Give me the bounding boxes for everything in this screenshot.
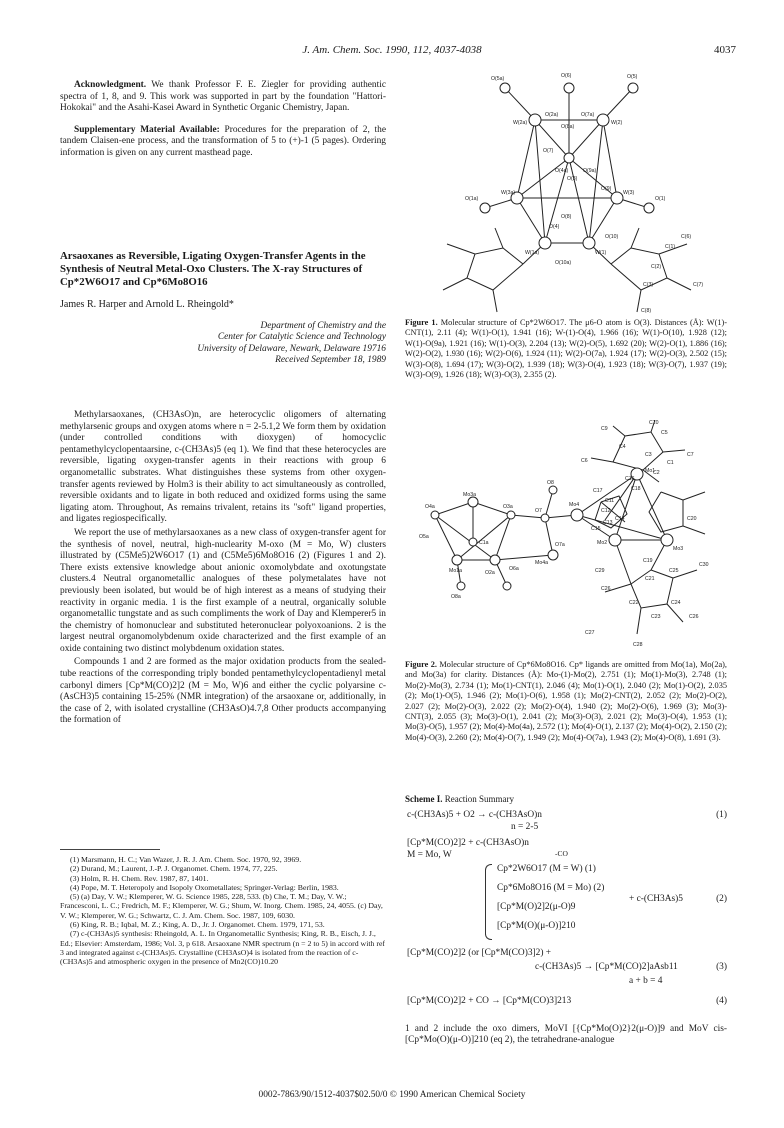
fig2-atom-label: C20 [687,516,697,522]
fig2-atom-label: C29 [595,568,605,574]
fig2-atom-label: C13 [603,520,613,526]
fig1-atom-label: O(8) [561,214,572,220]
fig2-atom-label: Mo1 [645,468,656,474]
page-footer: 0002-7863/90/1512-4037$02.50/0 © 1990 American Chemical Society [258,1090,526,1100]
fig1-atom-label: W(3) [623,190,635,196]
fig2-atom-label: C28 [633,642,643,648]
fig2-atom-label: Mo2 [597,540,608,546]
equation-2-product-2: Cp*6Mo8O16 (M = Mo) (2) [497,882,605,893]
fig2-atom-label: C7 [687,452,694,458]
article-head [60,250,386,367]
acknowledgment-block [60,80,386,160]
fig2-atom-label: O3a [503,504,513,510]
fig2-atom-label: C17 [593,488,603,494]
fig2-atom-label: C2 [653,470,660,476]
fig2-atom-label: Mo4a [535,560,548,566]
equation-3-line-3: a + b = 4 [629,975,663,986]
fig2-atom-label: C19 [643,558,653,564]
equation-3-line-1: [Cp*M(CO)2]2 (or [Cp*M(CO)3]2) + [407,947,552,958]
fig2-atom-label: Mo4 [569,502,580,508]
fig1-atom-label: W(2) [611,120,623,126]
fig1-atom-label: C(2) [651,264,662,270]
scheme-title: Reaction Summary [444,794,514,804]
fig2-atom-label: C22 [629,600,639,606]
fig1-atom-label: O(5) [627,74,638,80]
footnote-5: (5) (a) Day, V. W.; Klemperer, W. G. Science 1985, 228, 533. (b) Che, T. M.; Day, V. W.; Francesconi, L. C.; Fredrich, M. F.; Klemperer, W. G.; Shum, W. Inorg. Chem. 1985, 24, 4055. (c) Day, V. W.; Klemperer, W. G.; Schwartz, C. J. Am. Chem. Soc. 1987, 109, 6030. [60,892,383,920]
scheme-1 [405,794,727,1047]
fig2-atom-label: C12 [601,508,611,514]
equation-2-product-3: [Cp*M(O)2]2(μ-O)9 [497,901,576,912]
equation-2-brace [485,864,492,940]
fig2-atom-label: C11 [605,498,615,504]
fig1-atom-label: C(6) [681,234,692,240]
fig1-atom-label: O(9) [601,186,612,192]
body-paragraph-3: Compounds 1 and 2 are formed as the major oxidation products from the sealed-tube reactions of the corresponding triply bonded pentamethylcyclopentadienyl metal carbonyl dimers [Cp*M(CO)2]2 (M = Mo, W)6 and either the cyclic polyarsine c-(AsCH3)5 containing 15-25% (NMR integration) of the arsaoxane or, additionally, in the case of 2, with isolated crystalline (CH3AsO)4.7,8 Other products accompanying the formation of [60,657,386,726]
fig1-atom-label: O(7) [543,148,554,154]
fig1-atom-label: W(1a) [525,250,540,256]
affiliation-line-2: Center for Catalytic Science and Technology [217,332,386,343]
fig2-atom-label: C26 [601,586,611,592]
fig1-atom-label: C(8) [641,308,652,314]
body-paragraph-1: Methylarsaoxanes, (CH3AsO)n, are heterocyclic oligomers of alternating methylarsenic groups and oxygen atoms where n = 2-5.1,2 We form them by oxidation (under controlled conditions with dioxygen) of homocyclic pentamethylcyclopentaarsine, c-(CH3As)5 (eq 1). We find that these heterocycles are reversible, ligating oxygen-transfer agents in their reactions with group 6 organometallic substrates. What distinguishes these systems from other oxygen-transfer agents reviewed by Holm3 is their ability to act simultaneously as controlled, reversible oxidants and to ligate in both reduced and oxidized forms using the same ligating atom. Throughout, As remains trivalent, retains its "soft" ligand properties, and ligates regiospecifically. [60,410,386,525]
fig2-atom-label: Mo1a [449,568,462,574]
fig2-atom-label: C9 [601,426,608,432]
equation-1-subscript: n = 2-5 [511,821,539,832]
fig2-atom-label: C3 [645,452,652,458]
fig2-atom-label: O4a [425,504,435,510]
fig2-atom-label: C4 [619,444,626,450]
fig2-atom-label: O8 [547,480,554,486]
fig2-atom-label: C6 [581,458,588,464]
fig1-atom-label: W(2a) [513,120,528,126]
article-authors: James R. Harper and Arnold L. Rheingold* [60,299,234,310]
right-column-tail-text: 1 and 2 include the oxo dimers, MoVI [{Cp*Mo(O)2}2(μ-O)]9 and MoV cis-[Cp*Mo(O)(μ-O)]210 (eq 2), the tetrahedrane-analogue [405,1023,727,1046]
fig1-atom-label: W(3a) [501,190,516,196]
fig2-atom-label: C30 [699,562,709,568]
footnote-rule [60,849,160,850]
fig1-atom-label: O(1a) [465,196,479,202]
fig2-atom-label: O6a [509,566,519,572]
footnote-4: (4) Pope, M. T. Heteropoly and Isopoly Oxometallates; Springer-Verlag: Berlin, 1983. [70,882,339,892]
fig2-atom-label: C1a [479,540,489,546]
fig2-atom-label: C5 [661,430,668,436]
footnotes [60,855,386,967]
fig1-atom-label: C(1) [665,244,676,250]
fig1-atom-label: O(4) [549,224,560,230]
figure-1-label: Figure 1. [405,318,438,327]
fig2-atom-label: C16 [625,476,635,482]
equation-4-number: (4) [716,995,727,1006]
footnote-7: (7) c-(CH3As)5 synthesis: Rheingold, A. L. In Organometallic Synthesis; King, R. B., Eisch, J. J., Ed.; Elsevier: Amsterdam, 1986; Vol. 3, p 618. Arsaoxane NMR spectrum (n = 2 to 5) in accord with ref 3 and integrated against c-(CH3As)5. Crystalline (CH3AsO)4 is isolated from the reaction of c-(CH3As)5 and atmospheric oxygen in the presence of Mn2(CO)10.20 [60,929,386,967]
fig2-atom-label: Mo3 [673,546,684,552]
affiliation-line-3: University of Delaware, Newark, Delaware 19716 [197,343,386,354]
equation-3-line-2: c-(CH3As)5 → [Cp*M(CO)2]aAsb11 [535,961,678,972]
journal-line: J. Am. Chem. Soc. 1990, 112, 4037-4038 [302,44,482,56]
equation-2-condition: M = Mo, W [407,849,452,860]
fig2-atom-label: C26 [689,614,699,620]
fig2-atom-label: O5a [419,534,429,540]
figure-2-caption: Figure 2. Molecular structure of Cp*6Mo8O16. Cp* ligands are omitted from Mo(1a), Mo(2a), and Mo(3a) for clarity. Distances (Å): Mo-(1)-Mo(2), 2.751 (1); Mo(1)-Mo(3), 2.748 (1); Mo(2)-Mo(3), 2.734 (1); Mo(1)-CNT(1), 2.046 (4); Mo(1)-O(1), 2.040 (2); Mo(1)-O(2), 2.035 (2); Mo(1)-O(5), 1.946 (2); Mo(1)-O(6), 1.958 (1); Mo(2)-CNT(2), 2.052 (2); Mo(2)-O(2), 2.027 (2); Mo(2)-O(3), 2.022 (2); Mo(2)-O(4), 1.940 (2); Mo(2)-O(6), 1.969 (3); Mo(3)-CNT(3), 2.055 (3); Mo(3)-O(1), 2.041 (2); Mo(3)-O(3), 2.021 (2); Mo(3)-O(4), 1.953 (1); Mo(3)-O(5), 1.957 (2); Mo(4)-Mo(4a), 2.572 (1); Mo(4)-O(1), 2.137 (2); Mo(4)-O(2), 2.150 (2); Mo(4)-O(3), 2.260 (2); Mo(4)-O(7), 1.949 (2); Mo(4)-O(7a), 1.943 (2); Mo(4)-O(8), 1.691 (3). [405,660,727,742]
fig2-atom-label: C25 [669,568,679,574]
footnote-1: (1) Marsmann, H. C.; Van Wazer, J. R. J. Am. Chem. Soc. 1970, 92, 3969. [70,855,302,864]
fig1-atom-label: O(2a) [545,112,559,118]
fig1-atom-label: O(1) [655,196,666,202]
fig2-atom-label: C23 [651,614,661,620]
fig2-atom-label: O7a [555,542,565,548]
equation-2-product-4: [Cp*M(O)(μ-O)]210 [497,920,576,931]
fig1-atom-label: O(7a) [581,112,595,118]
affiliation-line-1: Department of Chemistry and the [260,320,386,331]
article-title: Arsaoxanes as Reversible, Ligating Oxygen-Transfer Agents in the Synthesis of Neutral Metal-Oxo Clusters. The X-ray Structures of Cp*2W6O17 and Cp*6Mo8O16 [60,250,366,288]
footnote-2: (2) Durand, M.; Laurent, J.-P. J. Organomet. Chem. 1974, 77, 225. [70,864,278,874]
fig1-atom-label: O(3) [567,176,578,182]
figure-2-label: Figure 2. [405,660,437,669]
fig1-atom-label: C(3) [643,282,654,288]
fig2-atom-label: C15 [591,526,601,532]
fig1-atom-label: O(8a) [561,124,575,130]
fig2-atom-label: O2a [485,570,495,576]
fig1-atom-label: O(4a) [555,168,569,174]
footnote-3: (3) Holm, R. H. Chem. Rev. 1987, 87, 1401. [70,873,209,883]
fig1-atom-label: C(7) [693,282,704,288]
acknowledgment-heading: Acknowledgment. [74,80,147,90]
equation-1: c-(CH3As)5 + O2 → c-(CH3AsO)n [407,809,542,820]
scheme-label: Scheme I. [405,794,443,804]
supplementary-heading: Supplementary Material Available: [74,124,220,135]
footnote-6: (6) King, R. B.; Iqbal, M. Z.; King, A. D., Jr. J. Organomet. Chem. 1979, 171, 53. [70,920,325,930]
equation-2-left: [Cp*M(CO)2]2 + c-(CH3AsO)n [407,837,529,848]
fig1-atom-label: O(10a) [555,260,572,266]
body-paragraph-2: We report the use of methylarsaoxanes as a new class of oxygen-transfer agent for the synthesis of novel, neutral, high-nuclearity M-oxo (M = Mo, W) clusters illustrated by (C5Me5)2W6O17 (1) and (C5Me5)6Mo8O16 (2) (Figures 1 and 2). There exists extensive knowledge about anionic oxomolybdate and oxotungstate clusters.4 Neutral organometallic analogues of these polymetalates have not previously been isolated, but would be of high interest as a means of studying their reactivity in organic media. 1 is the first example of a neutral, organically soluble organometallic tungstate and as such compliments the work of Day and Klemperer5 in the chemistry of homonuclear and substituted heteronuclear polyoxoanions. 2 is the largest neutral organomolybdenum oxide characterized and the first example of an oxide containing two distinct molybdenum oxidation states. [60,527,386,654]
acknowledgment-text: We thank Professor F. E. Ziegler for providing authentic spectra of 1, 8, and 9. This work was supported in part by the foundation "Hattori-Hokokai" and the Asahi-Kasei Award in Synthetic Organic Chemistry, Japan. [60,80,386,114]
fig2-atom-label: C21 [645,576,655,582]
equation-2-product-1: Cp*2W6O17 (M = W) (1) [497,863,596,874]
equation-1-number: (1) [716,809,727,820]
fig2-atom-label: C1 [667,460,674,466]
equation-3-number: (3) [716,961,727,972]
figure-1-caption: Figure 1. Molecular structure of Cp*2W6O17. The μ6-O atom is O(3). Distances (Å): W(1)-CNT(1), 2.11 (4); W(1)-O(1), 1.941 (16); W-(1)-O(4), 1.966 (16); W(1)-O(10), 1.928 (12); W(1)-O(9a), 1.921 (16); W(1)-O(3), 2.204 (13); W(2)-O(5), 1.692 (20); W(2)-O(1), 1.886 (16); W(2)-O(2), 1.930 (16); W(2)-O(6), 1.924 (11); W(2)-O(7a), 1.924 (17); W(2)-O(3), 2.502 (15); W(3)-O(8), 1.694 (17); W(3)-O(2), 1.939 (18); W(3)-O(4), 1.923 (18); W(3)-O(7), 1.937 (19); W(3)-O(9), 1.926 (18); W(3)-O(3), 2.355 (2). [405,318,728,380]
fig2-atom-label: C27 [585,630,595,636]
figure-2-structure [405,420,727,652]
fig1-atom-label: W(1) [595,250,607,256]
received-date: Received September 18, 1989 [275,355,386,366]
fig2-atom-label: C10 [649,420,659,426]
fig1-atom-label: O(9a) [583,168,597,174]
equation-2-arrow-label: -CO [555,848,568,858]
equation-2-right: + c-(CH3As)5 [629,893,683,904]
fig2-atom-label: C24 [671,600,681,606]
fig2-atom-label: Mo3a [463,492,476,498]
figure-1-structure [405,68,727,316]
equation-2-number: (2) [716,893,727,904]
page-number: 4037 [714,44,736,56]
equation-4: [Cp*M(CO)2]2 + CO → [Cp*M(CO)3]213 [407,995,572,1006]
fig2-atom-label: O8a [451,594,461,600]
fig2-atom-label: O7 [535,508,542,514]
fig1-atom-label: O(10) [605,234,619,240]
fig1-atom-label: O(6) [561,73,572,79]
fig2-atom-label: C14 [615,516,625,522]
body-text [60,410,386,727]
supplementary-text: Procedures for the preparation of 2, the tandem Claisen-ene process, and the transformation of 5 to (+)-1 (5 pages). Ordering information is given on any current masthead page. [60,124,386,158]
fig2-atom-label: C18 [631,486,641,492]
fig1-atom-label: O(5a) [491,76,505,82]
